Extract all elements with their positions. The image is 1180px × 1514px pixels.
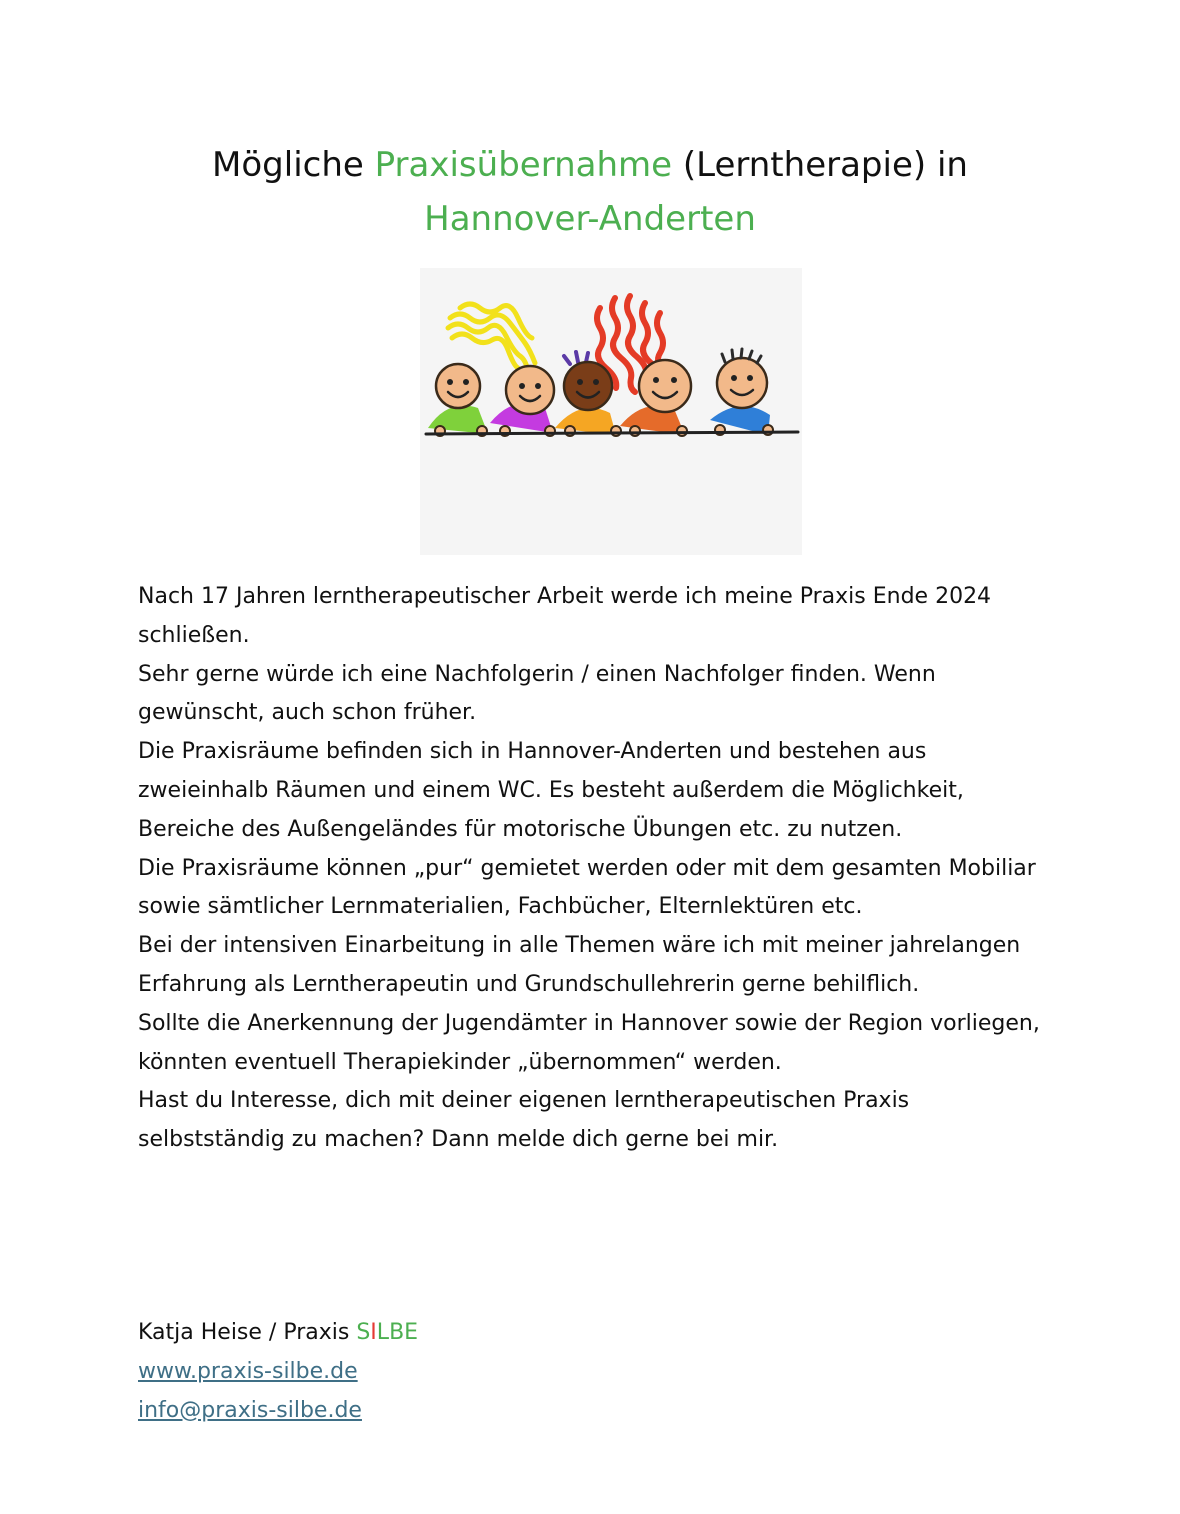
title-highlight-praxisuebernahme: Praxisübernahme [374,145,673,185]
signature-name-text: Katja Heise / Praxis [138,1320,357,1345]
paragraph-youth-office: Sollte die Anerkennung der Jugendämter in Hannover sowie der Region vorliegen, könnten eventuell Therapiekinder „übernommen“ werden. [138,1010,1040,1075]
brand-letter-s: S [356,1320,371,1345]
signature-name [138,1314,838,1353]
email-link[interactable]: info@praxis-silbe.de [138,1397,362,1423]
document-title [0,138,1180,246]
title-text-1: Mögliche [212,145,375,185]
title-line-1 [0,138,1180,192]
children-illustration [420,268,802,555]
paragraph-furniture: Die Praxisräume können „pur“ gemietet werden oder mit dem gesamten Mobiliar sowie sämtlicher Lernmaterialien, Fachbücher, Elternlektüren etc. [138,855,1036,920]
title-text-2: (Lerntherapie) in [672,145,968,185]
brand-letter-l: L [376,1320,390,1345]
signature-block [138,1314,838,1430]
brand-silbe [356,1320,418,1345]
title-location: Hannover-Anderten [424,199,756,239]
paragraph-rooms: Die Praxisräume befinden sich in Hannover-Anderten und bestehen aus zweieinhalb Räumen und einem WC. Es besteht außerdem die Möglichkeit, Bereiche des Außengeländes für motorische Übungen etc. zu nutzen. [138,739,964,842]
brand-letter-e: E [404,1320,419,1345]
paragraph-closing-notice: Nach 17 Jahren lerntherapeutischer Arbeit werde ich meine Praxis Ende 2024 schließen. [138,584,992,648]
wall-line [426,432,798,434]
website-link[interactable]: www.praxis-silbe.de [138,1358,358,1384]
children-drawing-icon [420,268,802,555]
brand-letter-i: I [370,1320,377,1345]
document-body [138,578,1048,1160]
paragraph-onboarding: Bei der intensiven Einarbeitung in alle Themen wäre ich mit meiner jahrelangen Erfahrung als Lerntherapeutin und Grundschullehrerin gerne behilflich. [138,933,1021,997]
paragraph-call-to-action: Hast du Interesse, dich mit deiner eigenen lerntherapeutischen Praxis selbstständig zu machen? Dann melde dich gerne bei mir. [138,1088,910,1153]
brand-letter-b: B [389,1320,405,1345]
paragraph-successor: Sehr gerne würde ich eine Nachfolgerin / einen Nachfolger finden. Wenn gewünscht, auch schon früher. [138,661,936,726]
